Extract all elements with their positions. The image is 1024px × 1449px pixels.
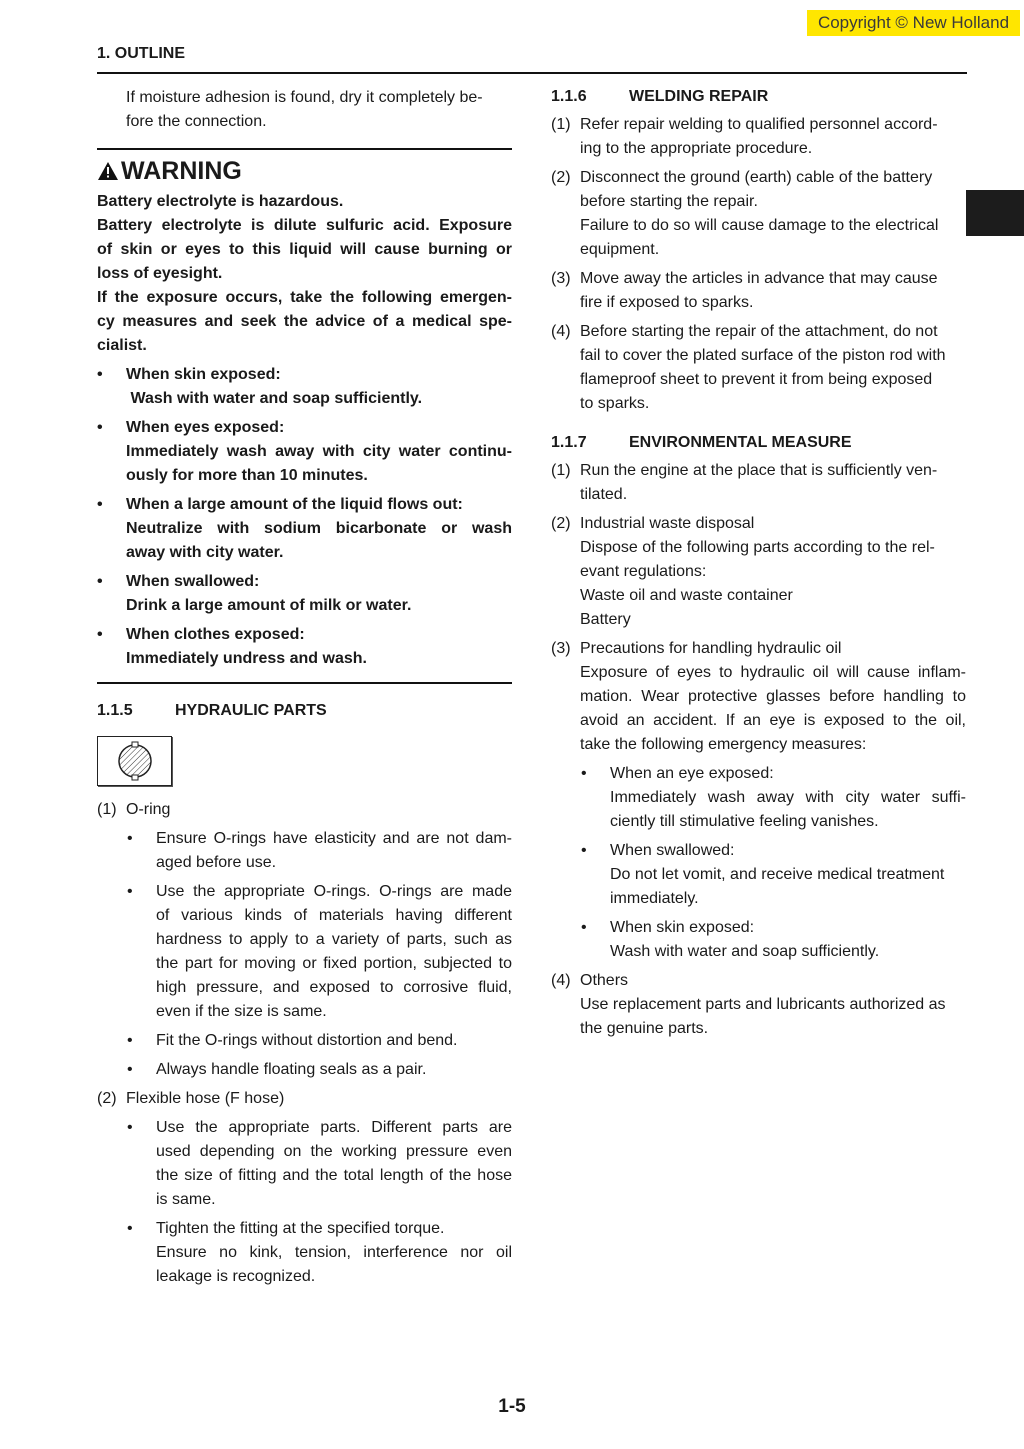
text-line: the part for moving or fixed portion, subjected to <box>156 955 512 972</box>
text-line: Ensure no kink, tension, interference nor oil <box>156 1244 512 1261</box>
bullet-mark: • <box>127 1119 133 1136</box>
oring-figure <box>97 736 172 786</box>
item-number: (2) <box>97 1090 117 1107</box>
item-number: (2) <box>551 515 571 532</box>
section-title: ENVIRONMENTAL MEASURE <box>629 434 852 451</box>
text-line: Before starting the repair of the attachment, do not <box>580 323 938 340</box>
text-line: Precautions for handling hydraulic oil <box>580 640 842 657</box>
list-item <box>97 798 512 822</box>
section-number: 1.1.7 <box>551 434 587 451</box>
text-line: Fit the O-rings without distortion and bend. <box>156 1032 458 1049</box>
sub-bullet <box>97 1029 512 1053</box>
text-line: ing to the appropriate procedure. <box>580 140 813 157</box>
text-line: immediately. <box>610 890 699 907</box>
copyright-banner: Copyright © New Holland <box>807 10 1020 36</box>
section-number: 1.1.5 <box>97 702 133 719</box>
text-line: When a large amount of the liquid flows out: <box>126 496 463 513</box>
text-line: Wash with water and soap sufficiently. <box>610 943 880 960</box>
bullet-mark: • <box>97 626 103 643</box>
sub-bullet <box>97 827 512 875</box>
text-line: Do not let vomit, and receive medical treatment <box>610 866 945 883</box>
text-line: Immediately undress and wash. <box>126 650 367 667</box>
text-line: Disconnect the ground (earth) cable of the battery <box>580 169 933 186</box>
header-rule <box>97 72 967 74</box>
text-line: used depending on the working pressure even <box>156 1143 512 1160</box>
bullet-mark: • <box>581 765 587 782</box>
text-line: Use the appropriate parts. Different parts are <box>156 1119 512 1136</box>
text-line: Refer repair welding to qualified personnel accord- <box>580 116 938 133</box>
list-item <box>551 969 966 1041</box>
text-line: avoid an accident. If an eye is exposed to the oil, <box>580 712 966 729</box>
warning-top-rule <box>97 148 512 150</box>
list-item <box>551 267 966 315</box>
warning-bullet <box>97 363 512 411</box>
bullet-mark: • <box>97 573 103 590</box>
text-line: ously for more than 10 minutes. <box>126 467 368 484</box>
text-line: If the exposure occurs, take the following emergen- <box>97 289 512 306</box>
text-line: Run the engine at the place that is sufficiently ven- <box>580 462 938 479</box>
warning-triangle-icon <box>97 161 119 181</box>
text-line: equipment. <box>580 241 660 258</box>
text-line: Battery electrolyte is dilute sulfuric acid. Exposure <box>97 217 512 234</box>
list-item <box>97 1087 512 1111</box>
intro-paragraph <box>97 86 512 134</box>
text-line: Waste oil and waste container <box>580 587 793 604</box>
text-line: leakage is recognized. <box>156 1268 316 1285</box>
text-line: Wash with water and soap sufficiently. <box>126 390 423 407</box>
text-line: Neutralize with sodium bicarbonate or wash <box>126 520 512 537</box>
bullet-mark: • <box>127 830 133 847</box>
warning-bullet <box>97 623 512 671</box>
item-number: (3) <box>551 270 571 287</box>
warning-text <box>97 190 512 358</box>
text-line: Drink a large amount of milk or water. <box>126 597 412 614</box>
right-column <box>551 86 966 1041</box>
warning-bullet <box>97 416 512 488</box>
bullet-mark: • <box>127 1032 133 1049</box>
text-line: Exposure of eyes to hydraulic oil will cause inflam- <box>580 664 966 681</box>
sub-bullet <box>551 839 966 911</box>
text-line: high pressure, and exposed to corrosive fluid, <box>156 979 512 996</box>
item-number: (3) <box>551 640 571 657</box>
bullet-mark: • <box>127 1061 133 1078</box>
bullet-mark: • <box>127 883 133 900</box>
list-item <box>551 320 966 416</box>
section-title: WELDING REPAIR <box>629 88 769 105</box>
section-heading-1-1-5 <box>97 700 512 722</box>
text-line: the genuine parts. <box>580 1020 709 1037</box>
section-heading-1-1-6 <box>551 86 966 108</box>
text-line: of various kinds of materials having different <box>156 907 512 924</box>
list-item <box>551 113 966 161</box>
text-line: Move away the articles in advance that may cause <box>580 270 938 287</box>
list-item <box>551 459 966 507</box>
text-line: Immediately wash away with city water suffi- <box>610 789 966 806</box>
text-line: When skin exposed: <box>610 919 755 936</box>
item-label: Flexible hose (F hose) <box>126 1090 285 1107</box>
text-line: fire if exposed to sparks. <box>580 294 754 311</box>
item-number: (1) <box>551 462 571 479</box>
text-line: When an eye exposed: <box>610 765 774 782</box>
bullet-mark: • <box>581 842 587 859</box>
text-line: of skin or eyes to this liquid will cause burning or <box>97 241 512 258</box>
text-line: If moisture adhesion is found, dry it completely be- <box>126 89 483 106</box>
chapter-tab-marker <box>966 190 1024 236</box>
text-line: Industrial waste disposal <box>580 515 755 532</box>
text-line: Failure to do so will cause damage to the electrical <box>580 217 939 234</box>
text-line: Tighten the fitting at the specified torque. <box>156 1220 445 1237</box>
oring-icon <box>115 741 155 781</box>
bullet-mark: • <box>97 496 103 513</box>
warning-bottom-rule <box>97 682 512 684</box>
text-line: fail to cover the plated surface of the piston rod with <box>580 347 946 364</box>
bullet-mark: • <box>581 919 587 936</box>
text-line: Dispose of the following parts according to the rel- <box>580 539 935 556</box>
bullet-mark: • <box>127 1220 133 1237</box>
item-number: (4) <box>551 972 571 989</box>
text-line: fore the connection. <box>126 113 267 130</box>
text-line: When swallowed: <box>610 842 735 859</box>
section-number: 1.1.6 <box>551 88 587 105</box>
item-number: (4) <box>551 323 571 340</box>
page-number: 1-5 <box>498 1396 526 1417</box>
sub-bullet <box>551 762 966 834</box>
text-line: Battery electrolyte is hazardous. <box>97 193 344 210</box>
text-line: Use replacement parts and lubricants authorized as <box>580 996 946 1013</box>
text-line: before starting the repair. <box>580 193 758 210</box>
sub-bullet <box>97 1058 512 1082</box>
text-line: take the following emergency measures: <box>580 736 867 753</box>
list-item <box>551 166 966 262</box>
warning-title: WARNING <box>121 157 242 185</box>
text-line: When clothes exposed: <box>126 626 305 643</box>
item-number: (2) <box>551 169 571 186</box>
text-line: to sparks. <box>580 395 650 412</box>
text-line: Immediately wash away with city water continu- <box>126 443 512 460</box>
text-line: When eyes exposed: <box>126 419 285 436</box>
list-item <box>551 512 966 632</box>
section-heading-1-1-7 <box>551 432 966 454</box>
text-line: tilated. <box>580 486 628 503</box>
text-line: the size of fitting and the total length of the hose <box>156 1167 512 1184</box>
text-line: Ensure O-rings have elasticity and are not dam- <box>156 830 512 847</box>
warning-bullet <box>97 570 512 618</box>
text-line: even if the size is same. <box>156 1003 327 1020</box>
text-line: Use the appropriate O-rings. O-rings are made <box>156 883 512 900</box>
chapter-header: 1. OUTLINE <box>97 45 186 62</box>
text-line: aged before use. <box>156 854 277 871</box>
text-line: is same. <box>156 1191 216 1208</box>
text-line: away with city water. <box>126 544 284 561</box>
text-line: Others <box>580 972 629 989</box>
item-number: (1) <box>97 801 117 818</box>
bullet-mark: • <box>97 366 103 383</box>
text-line: flameproof sheet to prevent it from being exposed <box>580 371 933 388</box>
sub-bullet <box>97 880 512 1024</box>
text-line: Always handle floating seals as a pair. <box>156 1061 427 1078</box>
text-line: cy measures and seek the advice of a medical spe- <box>97 313 512 330</box>
text-line: When swallowed: <box>126 573 260 590</box>
warning-bullet <box>97 493 512 565</box>
text-line: loss of eyesight. <box>97 265 223 282</box>
text-line: ciently till stimulative feeling vanishes. <box>610 813 879 830</box>
text-line: mation. Wear protective glasses before handling to <box>580 688 966 705</box>
text-line: Battery <box>580 611 631 628</box>
text-line: hardness to apply to a variety of parts, such as <box>156 931 512 948</box>
text-line: When skin exposed: <box>126 366 281 383</box>
warning-heading <box>97 156 512 186</box>
item-label: O-ring <box>126 801 171 818</box>
text-line: cialist. <box>97 337 147 354</box>
left-column <box>97 86 512 1289</box>
warning-box <box>97 156 512 671</box>
sub-bullet <box>97 1217 512 1289</box>
text-line: evant regulations: <box>580 563 707 580</box>
sub-bullet <box>551 916 966 964</box>
sub-bullet <box>97 1116 512 1212</box>
item-number: (1) <box>551 116 571 133</box>
list-item <box>551 637 966 757</box>
bullet-mark: • <box>97 419 103 436</box>
section-title: HYDRAULIC PARTS <box>175 702 327 719</box>
